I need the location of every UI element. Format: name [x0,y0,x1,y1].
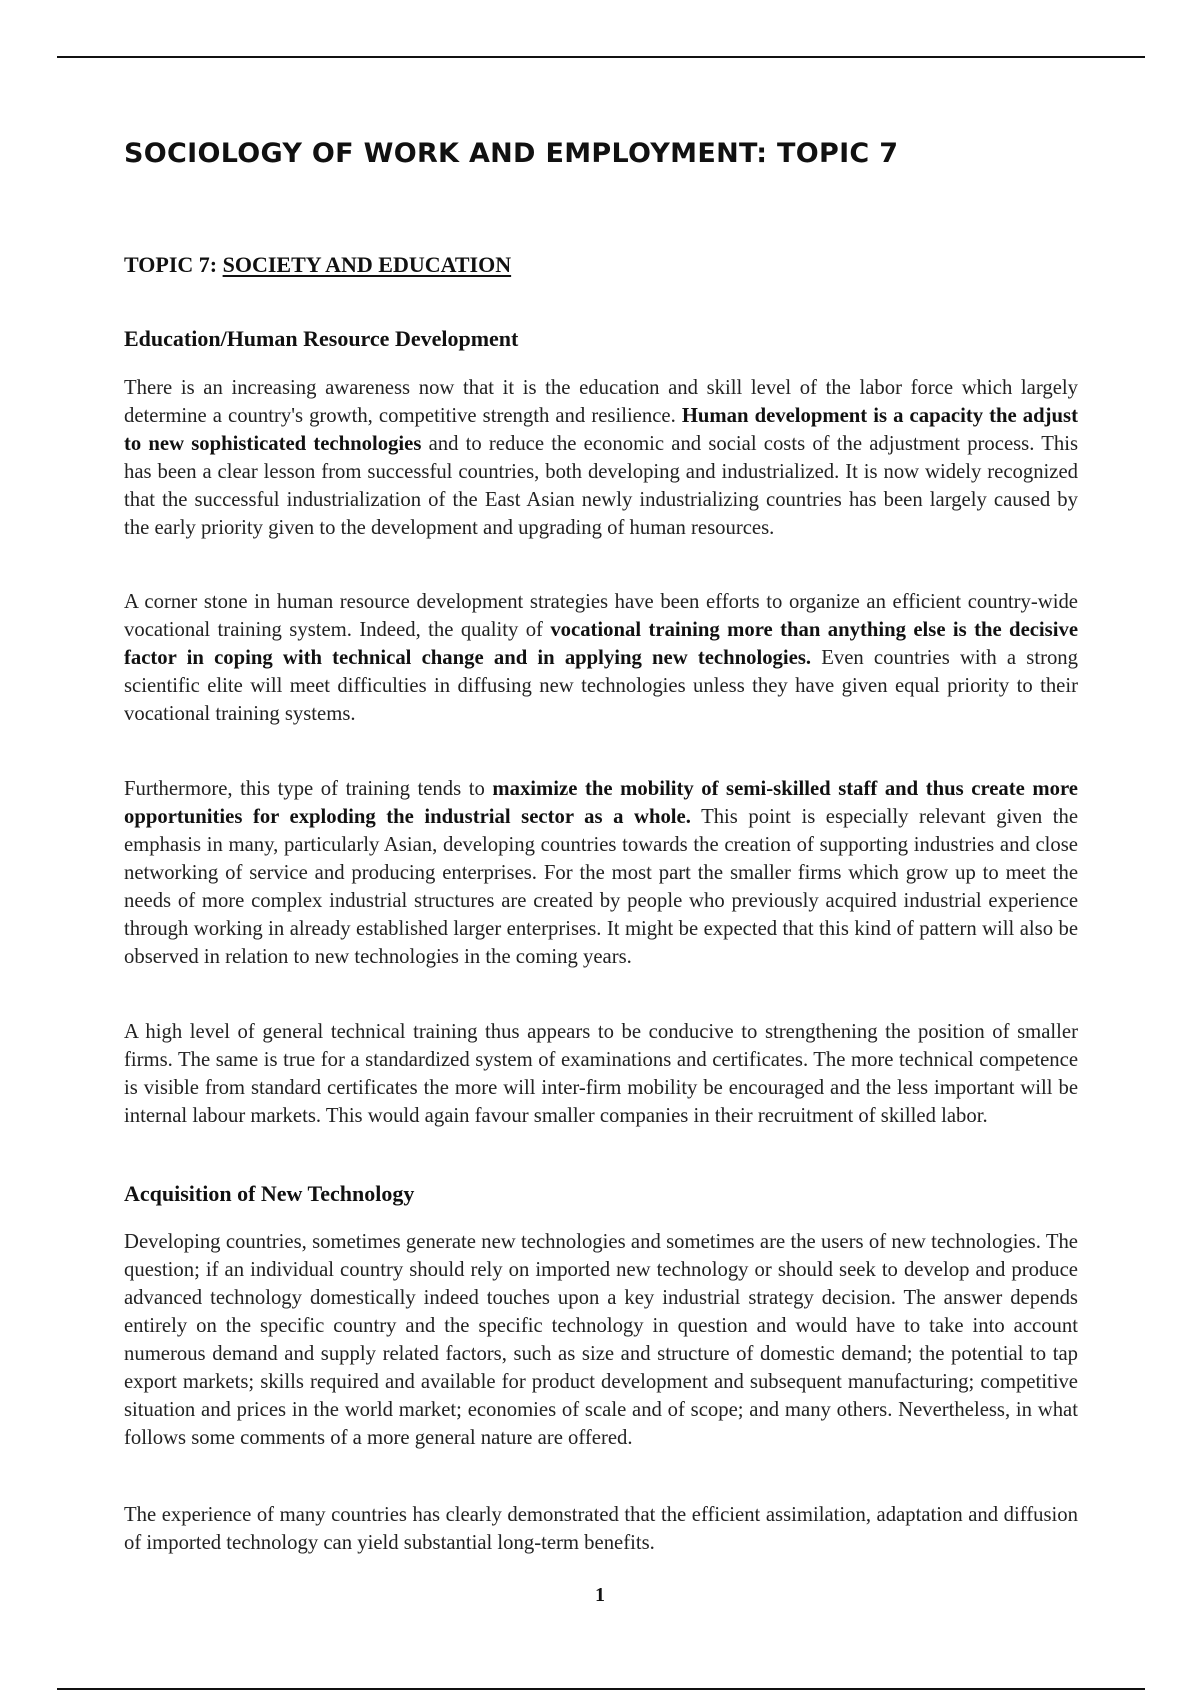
section-heading-technology: Acquisition of New Technology [124,1181,415,1206]
paragraph-emphasis: vocational training more than anything else is the decisive factor in coping with technical change and in applying new technologies. [124,619,1078,669]
header-rule [57,56,1145,58]
paragraph-text: Developing countries, sometimes generate new technologies and sometimes are the users of new technologies. The question; if an individual country should rely on imported new technology or should seek to develop and produce advanced technology domestically indeed touches upon a key industrial strategy decision. The answer depends entirely on the specific country and the specific technology in question and would have to take into account numerous demand and supply related factors, such as size and structure of domestic demand; the potential to tap export markets; skills required and available for product development and subsequent manufacturing; competitive situation and prices in the world market; economies of scale and of scope; and many others. Nevertheless, in what follows some comments of a more general nature are offered. [124,1231,1078,1449]
page-number: 1 [595,1584,605,1606]
paragraph-text: There is an increasing awareness now that it is the education and skill level of the labor force which largely determine a country's growth, competitive strength and resilience. [124,377,1078,427]
paragraph [124,775,1078,971]
section-heading-education: Education/Human Resource Development [124,326,519,351]
paragraph [124,1228,1078,1452]
paragraph-text: This point is especially relevant given the emphasis in many, particularly Asian, developing countries towards the creation of supporting industries and close networking of service and producing enterprises. For the most part the smaller firms which grow up to meet the needs of more complex industrial structures are created by people who previously acquired industrial experience through working in already established larger enterprises. It might be expected that this kind of pattern will also be observed in relation to new technologies in the coming years. [124,806,1078,968]
document-title: SOCIOLOGY OF WORK AND EMPLOYMENT: TOPIC 7 [124,138,899,169]
topic-prefix: TOPIC 7: [124,252,223,277]
paragraph-text: Even countries with a strong scientific elite will meet difficulties in diffusing new technologies unless they have given equal priority to their vocational training systems. [124,647,1078,725]
paragraph-text: The experience of many countries has clearly demonstrated that the efficient assimilation, adaptation and diffusion of imported technology can yield substantial long-term benefits. [124,1504,1078,1554]
paragraph-text: A corner stone in human resource development strategies have been efforts to organize an efficient country-wide vocational training system. Indeed, the quality of [124,591,1078,641]
paragraph [124,374,1078,542]
paragraph-text: A high level of general technical training thus appears to be conducive to strengthening the position of smaller firms. The same is true for a standardized system of examinations and certificates. The more technical competence is visible from standard certificates the more will inter-firm mobility be encouraged and the less important will be internal labour markets. This would again favour smaller companies in their recruitment of skilled labor. [124,1021,1078,1127]
paragraph-text: and to reduce the economic and social costs of the adjustment process. This has been a clear lesson from successful countries, both developing and industrialized. It is now widely recognized that the successful industrialization of the East Asian newly industrializing countries has been largely caused by the early priority given to the development and upgrading of human resources. [124,433,1078,539]
paragraph-emphasis: maximize the mobility of semi-skilled staff and thus create more opportunities for exploding the industrial sector as a whole. [124,778,1078,828]
paragraph-text: Furthermore, this type of training tends to [124,778,493,800]
topic-title: SOCIETY AND EDUCATION [222,252,512,277]
footer-rule [57,1688,1145,1690]
paragraph-emphasis: Human development is a capacity the adjust to new sophisticated technologies [124,405,1078,455]
paragraph [124,588,1078,728]
paragraph [124,1501,1078,1557]
paragraph [124,1018,1078,1130]
topic-heading [124,252,511,278]
